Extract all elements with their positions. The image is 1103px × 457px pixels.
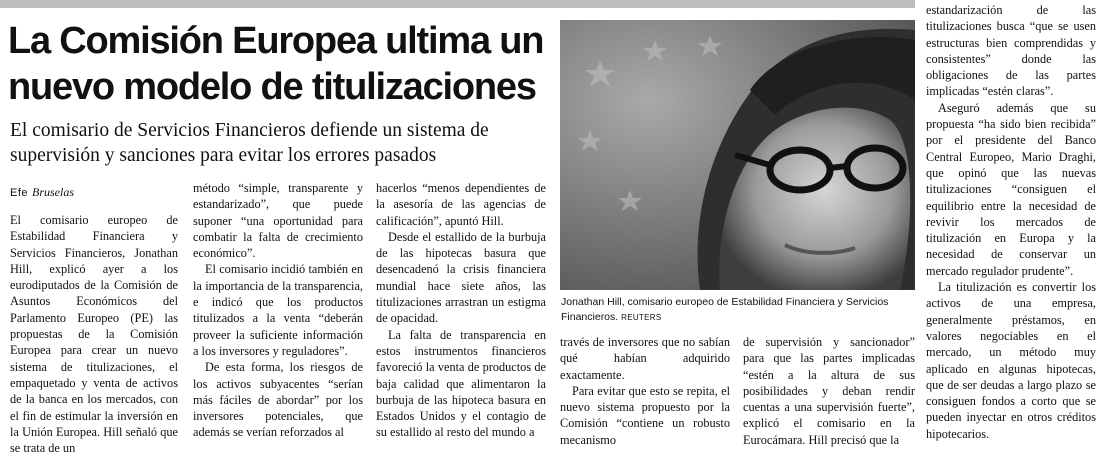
byline-agency: Efe (10, 187, 29, 199)
headline: La Comisión Europea ultima un nuevo modelo de titulizaciones (8, 20, 544, 108)
caption-text: Jonathan Hill, comisario europeo de Estabilidad Financiera y Servicios Financieros. (561, 296, 889, 323)
paragraph: Aseguró además que su propuesta “ha sido bien recibida” por el presidente del Banco Central Europeo, Mario Draghi, que opinó que las nuevas titulizaciones “consiguen el equilibrio entre la necesidad de revivir los mercados de titulización en Europa y la necesidad de conservar un mercado regulador prudente”. (926, 100, 1096, 278)
paragraph: de supervisión y sancionador” para que las partes implicadas “estén a la altura de sus posibilidades y deban rendir cuentas a una supervisión fuerte”, explicó el comisario en la Eurocámara. Hill precisó que la (743, 335, 915, 447)
paragraph: hacerlos “menos dependientes de la asesoría de las agencias de calificación”, apuntó Hill. (376, 181, 546, 228)
paragraph: Desde el estallido de la burbuja de las hipotecas basura que desencadenó la crisis financiera mundial hace siete años, las titulizaciones arrastran un estigma de opacidad. (376, 229, 546, 326)
column-2 (193, 180, 363, 441)
column-3 (376, 180, 546, 441)
paragraph: método “simple, transparente y estandarizado”, que puede suponer “una oportunidad para combatir la falta de crecimiento económico”. (193, 181, 363, 261)
paragraph: La titulización es convertir los activos de una empresa, generalmente préstamos, en valores negociables en el mercado, un método muy aplicado en algunas hipotecas, que de ser deudas a largo plazo se consiguen fondos a corto que se pueden inyectar en otros créditos hipotecarios. (926, 280, 1096, 441)
portrait-image (560, 20, 915, 290)
paragraph: De esta forma, los riesgos de los activos subyacentes “serían más fáciles de abordar” por los inversores potenciales, que además se verían reforzados al (193, 360, 363, 440)
paragraph: El comisario europeo de Estabilidad Financiera y Servicios Financieros, Jonathan Hill, explicó ayer a los eurodiputados de la Comisión de Asuntos Económicos del Parlamento Europeo (PE) las propuestas de la Comisión Europea para crear un nuevo sistema de titulizaciones, el empaquetado y venta de activos de la banca en los mercados, con el fin de estimular la inversión en la Unión Europea. Hill señaló que se trata de un (10, 213, 178, 456)
column-1 (10, 212, 178, 456)
paragraph: través de inversores que no sabían qué habían adquirido exactamente. (560, 335, 730, 382)
column-4 (560, 334, 730, 448)
subheadline: El comisario de Servicios Financieros defiende un sistema de supervisión y sanciones para evitar los errores pasados (10, 120, 489, 166)
paragraph: La falta de transparencia en estos instrumentos financieros favoreció la venta de productos de baja calidad que alimentaron la burbuja de las hipoteca basura en Estados Unidos y el contagio de su estallido al resto del mundo a (376, 327, 546, 440)
paragraph: estandarización de las titulizaciones busca “que se usen estructuras bien comprendidas y consistentes” donde las obligaciones de las partes implicadas “estén claras”. (926, 3, 1096, 99)
column-6 (926, 2, 1096, 442)
photo-caption (561, 295, 915, 325)
paragraph: Para evitar que esto se repita, el nuevo sistema propuesto por la Comisión “contiene un robusto mecanismo (560, 383, 730, 447)
top-rule (0, 0, 915, 8)
paragraph: El comisario incidió también en la importancia de la transparencia, e indicó que los productos titulizados a la venta “deberán proveer la suficiente información a los inversores y reguladores”. (193, 262, 363, 358)
article-photo (560, 20, 915, 290)
column-5 (743, 334, 915, 448)
byline-location: Bruselas (32, 185, 75, 199)
byline (10, 185, 74, 200)
photo-credit: REUTERS (621, 313, 662, 322)
